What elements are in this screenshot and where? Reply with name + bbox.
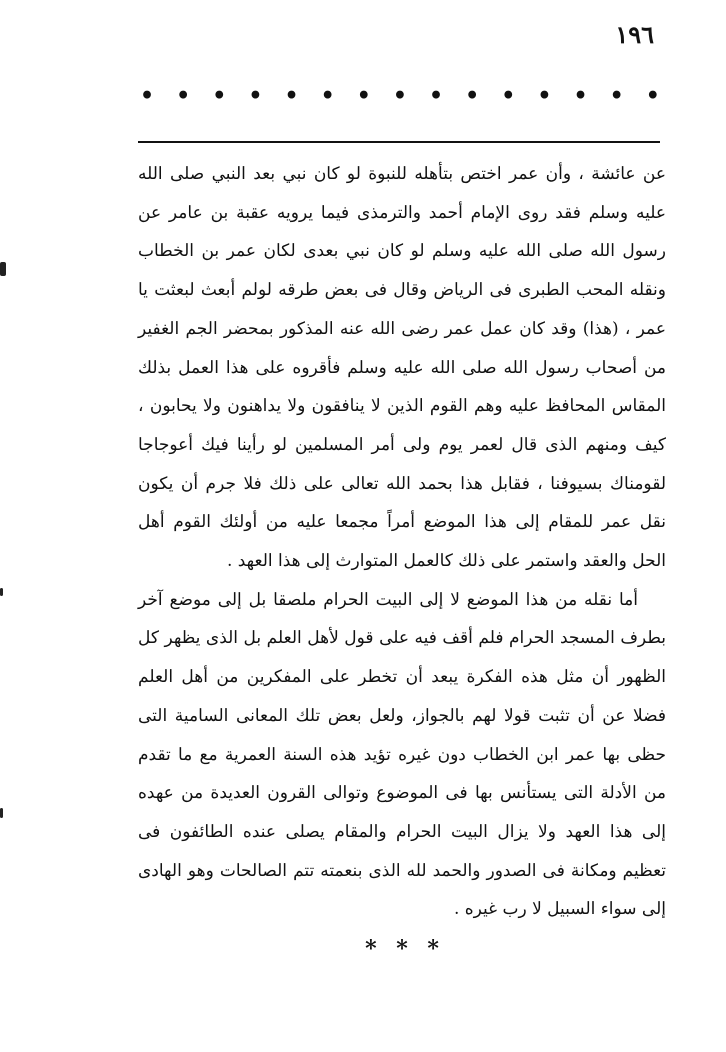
- ornament-dot: •: [356, 83, 371, 109]
- page-number: ١٩٦: [615, 20, 654, 49]
- ornament-dot: •: [429, 83, 444, 109]
- ornament-dot: •: [212, 83, 227, 109]
- paragraph-1: عن عائشة ، وأن عمر اختص بتأهله للنبوة لو كان نبي بعد النبي صلى الله عليه وسلم فقد روى الإمام أحمد والترمذى فيما يرويه عقبة بن عامر عن رسول الله صلى الله عليه وسلم لو كان نبي بعدى لكان عمر بن الخطاب ونقله المحب الطبرى فى الرياض وقال فى بعض طرقه لولم أبعث لبعثت يا عمر ، (هذا) وقد كان عمل عمر رضى الله عنه المذكور بمحضر الجم الغفير من أصحاب رسول الله صلى الله عليه وسلم فأقروه على هذا العمل بذلك المقاس المحافظ عليه وهم القوم الذين لا ينافقون ولا يداهنون ولا يحابون ، كيف ومنهم الذى قال لعمر يوم ولى أمر المسلمين لو رأينا فيك أعوجاجا لقومناك بسيوفنا ، فقابل هذا بحمد الله تعالى على ذلك فلا جرم أن يكون نقل عمر للمقام إلى هذا الموضع أمراً مجمعا عليه من أولئك القوم أهل الحل والعقد واستمر على ذلك كالعمل المتوارث إلى هذا العهد .: [138, 164, 666, 572]
- ornament-dot: •: [140, 83, 155, 109]
- margin-speck: [0, 588, 3, 596]
- ornament-dot: •: [465, 83, 480, 109]
- decorative-dot-row: [140, 83, 660, 109]
- ornament-dot: •: [573, 83, 588, 109]
- ornament-dot: •: [320, 83, 335, 109]
- paragraph-2: أما نقله من هذا الموضع لا إلى البيت الحرام ملصقا بل إلى موضع آخر بطرف المسجد الحرام فلم أقف فيه على قول لأهل العلم بل الذى يظهر كل الظهور أن مثل هذه الفكرة يبعد أن تخطر على المفكرين من أهل العلم فضلا عن أن تثبت قولا لهم بالجواز، ولعل بعض تلك المعانى السامية التى حظى بها عمر ابن الخطاب دون غيره تؤيد هذه السنة العمرية مع ما تقدم من الأدلة التى يستأنس بها فى الموضوع وتوالى القرون العديدة من عهده إلى هذا العهد ولا يزال البيت الحرام والمقام يصلى عنده الطائفون فى تعظيم ومكانة فى الصدور والحمد لله الذى بنعمته تتم الصالحات وهو الهادى إلى سواء السبيل لا رب غيره .: [138, 589, 666, 920]
- ornament-dot: •: [176, 83, 191, 109]
- margin-speck: [0, 808, 3, 818]
- body-text: [138, 155, 666, 929]
- header-rule: [138, 141, 660, 143]
- margin-speck: [0, 262, 6, 276]
- ornament-dot: •: [501, 83, 516, 109]
- ornament-dot: •: [284, 83, 299, 109]
- ornament-dot: •: [537, 83, 552, 109]
- ornament-dot: •: [248, 83, 263, 109]
- ornament-dot: •: [609, 83, 624, 109]
- ornament-dot: •: [392, 83, 407, 109]
- ornament-dot: •: [645, 83, 660, 109]
- end-mark-asterisks: * * *: [365, 936, 445, 962]
